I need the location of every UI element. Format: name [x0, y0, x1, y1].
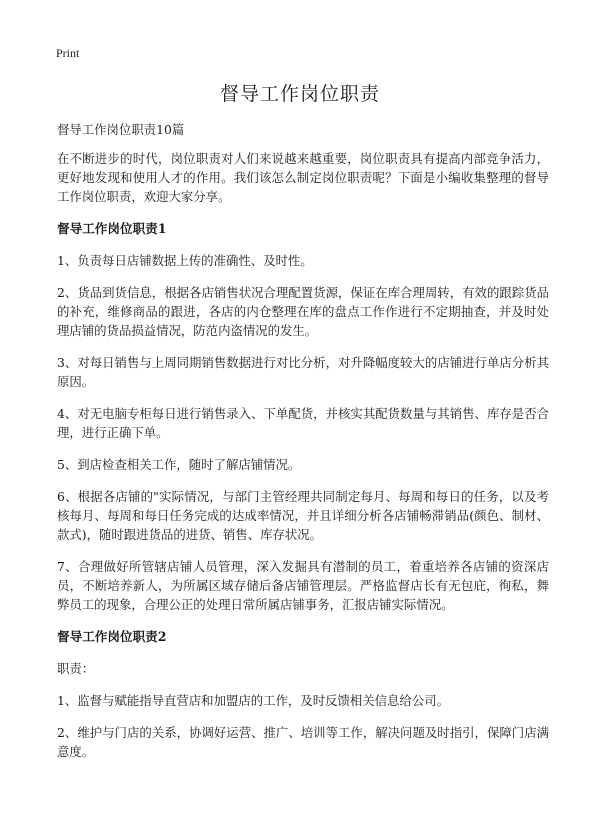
list-item: 7、合理做好所管辖店铺人员管理，深入发掘具有潜制的员工，着重培养各店铺的资深店员，不断培养新人，为所属区域存储后备店铺管理层。严格监督店长有无包庇，徇私，舞弊员工的现象，合理公正的处理日常所属店铺事务，汇报店铺实际情况。	[57, 559, 549, 612]
list-item: 5、到店检查相关工作，随时了解店铺情况。	[57, 457, 301, 472]
article-body	[57, 120, 549, 774]
list-item: 6、根据各店铺的"实际情况，与部门主管经理共同制定每月、每周和每日的任务，以及考核每月、每周和每日任务完成的达成率情况，并且详细分析各店铺畅滞销品(颜色、制材、款式)，随时跟进货品的进货、销售、库存状况。	[57, 489, 549, 542]
list-item: 1、监督与赋能指导直营店和加盟店的工作，及时反馈相关信息给公司。	[57, 693, 449, 708]
intro-paragraph: 在不断进步的时代，岗位职责对人们来说越来越重要，岗位职责具有提高内部竞争活力，更好地发现和使用人才的作用。我们该怎么制定岗位职责呢？下面是小编收集整理的督导工作岗位职责，欢迎大家分享。	[57, 151, 549, 204]
article-subtitle: 督导工作岗位职责10篇	[57, 122, 185, 137]
print-label: Print	[56, 46, 80, 60]
list-item: 职责：	[57, 661, 95, 676]
list-item: 2、货品到货信息，根据各店销售状况合理配置货源，保证在库合理周转，有效的跟踪货品的补充，维修商品的跟进，各店的内仓整理在库的盘点工作作进行不定期抽查，并及时处理店铺的货品损益情况，防范内盗情况的发生。	[57, 285, 549, 338]
list-item: 4、对无电脑专柜每日进行销售录入、下单配货，并核实其配货数量与其销售、库存是否合理，进行正确下单。	[57, 406, 549, 440]
section-heading-1: 督导工作岗位职责1	[57, 221, 167, 236]
list-item: 3、对每日销售与上周同期销售数据进行对比分析，对升降幅度较大的店铺进行单店分析其原因。	[57, 355, 549, 389]
section-heading-2: 督导工作岗位职责2	[57, 629, 167, 644]
list-item: 2、维护与门店的关系，协调好运营、推广、培训等工作，解决问题及时指引，保障门店满意度。	[57, 725, 549, 759]
list-item: 1、负责每日店铺数据上传的准确性、及时性。	[57, 253, 313, 268]
page-title: 督导工作岗位职责	[219, 83, 380, 105]
